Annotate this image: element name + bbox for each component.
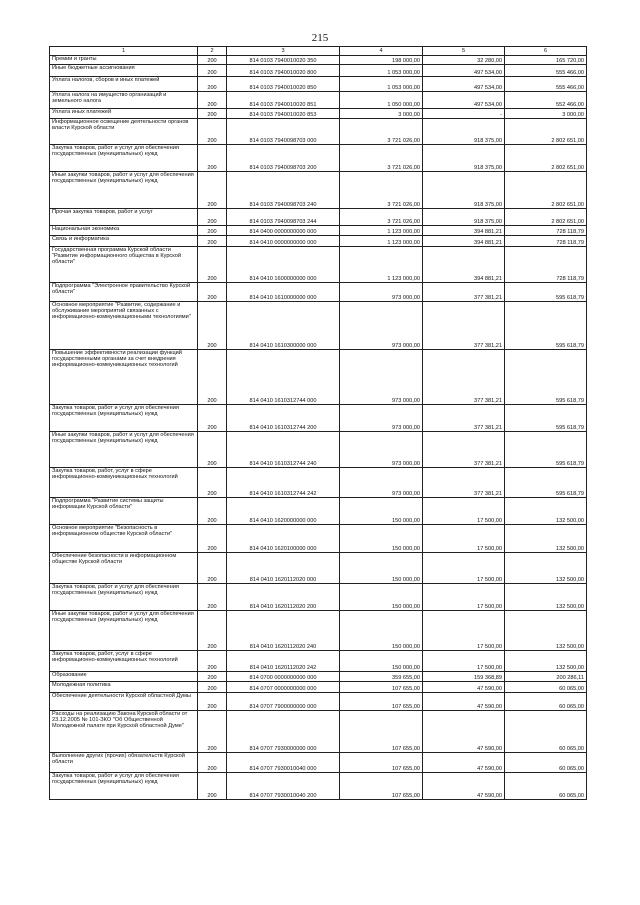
row-value-4-cell: 973 000,00 [340, 405, 423, 432]
row-code-cell: 200 [198, 753, 227, 773]
row-code-cell: 200 [198, 172, 227, 209]
row-name-cell: Уплата налогов, сборов и иных платежей [50, 77, 198, 92]
table-row [50, 283, 587, 302]
row-name-cell: Закупка товаров, работ и услуг для обеспечения государственных (муниципальных) нужд [50, 773, 198, 800]
row-value-6-cell: 200 286,11 [505, 672, 587, 682]
table-row [50, 525, 587, 553]
row-name-cell: Иные бюджетные ассигнования [50, 65, 198, 77]
row-name-cell: Закупка товаров, работ и услуг для обеспечения государственных (муниципальных) нужд [50, 584, 198, 611]
row-value-6-cell: 728 118,79 [505, 247, 587, 283]
row-classification-cell: 814 0410 1610000000 000 [227, 283, 340, 302]
table-row [50, 405, 587, 432]
row-code-cell: 200 [198, 611, 227, 651]
row-code-cell: 200 [198, 119, 227, 145]
row-value-6-cell: 132 500,00 [505, 498, 587, 525]
row-value-4-cell: 107 655,00 [340, 693, 423, 711]
row-classification-cell: 814 0707 7900000000 000 [227, 693, 340, 711]
row-value-5-cell: 918 375,00 [423, 209, 505, 226]
row-name-cell: Повышение эффективности реализации функций государственными органами за счет внедрения информационно-коммуникационных технологий [50, 350, 198, 405]
row-value-4-cell: 973 000,00 [340, 283, 423, 302]
row-value-4-cell: 150 000,00 [340, 611, 423, 651]
row-code-cell: 200 [198, 432, 227, 468]
row-code-cell: 200 [198, 711, 227, 753]
row-name-cell: Премии и гранты [50, 56, 198, 65]
table-row [50, 711, 587, 753]
row-value-5-cell: 918 375,00 [423, 145, 505, 172]
row-name-cell: Закупка товаров, работ и услуг для обеспечения государственных (муниципальных) нужд [50, 405, 198, 432]
row-value-4-cell: 1 053 000,00 [340, 65, 423, 77]
row-value-6-cell: 132 500,00 [505, 651, 587, 672]
table-row [50, 682, 587, 693]
row-value-6-cell: 60 065,00 [505, 693, 587, 711]
row-classification-cell: 814 0103 7940010020 851 [227, 92, 340, 109]
row-classification-cell: 814 0707 7930000000 000 [227, 711, 340, 753]
row-value-4-cell: 1 123 000,00 [340, 247, 423, 283]
row-value-5-cell: 17 500,00 [423, 611, 505, 651]
row-name-cell: Обеспечение безопасности в информационном обществе Курской области [50, 553, 198, 584]
row-value-4-cell: 107 655,00 [340, 711, 423, 753]
row-code-cell: 200 [198, 682, 227, 693]
row-name-cell: Закупка товаров, работ, услуг в сфере информационно-коммуникационных технологий [50, 468, 198, 498]
row-classification-cell: 814 0410 1620112020 240 [227, 611, 340, 651]
row-value-5-cell: 918 375,00 [423, 119, 505, 145]
row-classification-cell: 814 0410 1610312744 240 [227, 432, 340, 468]
table-row [50, 302, 587, 350]
row-value-5-cell: 17 500,00 [423, 553, 505, 584]
row-value-5-cell: 377 381,21 [423, 468, 505, 498]
table-row [50, 226, 587, 236]
row-classification-cell: 814 0410 1610300000 000 [227, 302, 340, 350]
row-value-5-cell: 17 500,00 [423, 525, 505, 553]
row-name-cell: Иные закупки товаров, работ и услуг для обеспечения государственных (муниципальных) нужд [50, 611, 198, 651]
row-value-4-cell: 1 050 000,00 [340, 92, 423, 109]
table-row [50, 145, 587, 172]
row-name-cell: Обеспечение деятельности Курской областной Думы [50, 693, 198, 711]
row-classification-cell: 814 0410 1610312744 242 [227, 468, 340, 498]
row-value-4-cell: 973 000,00 [340, 302, 423, 350]
row-value-4-cell: 3 721 026,00 [340, 172, 423, 209]
row-code-cell: 200 [198, 77, 227, 92]
header-cell: 1 [50, 47, 198, 56]
table-row [50, 209, 587, 226]
row-value-6-cell: 132 500,00 [505, 584, 587, 611]
row-value-5-cell: 32 280,00 [423, 56, 505, 65]
row-value-4-cell: 973 000,00 [340, 350, 423, 405]
row-code-cell: 200 [198, 236, 227, 247]
header-cell: 4 [340, 47, 423, 56]
row-value-4-cell: 198 000,00 [340, 56, 423, 65]
row-code-cell: 200 [198, 65, 227, 77]
row-code-cell: 200 [198, 350, 227, 405]
row-value-6-cell: 2 802 651,00 [505, 145, 587, 172]
row-code-cell: 200 [198, 498, 227, 525]
row-value-6-cell: 3 000,00 [505, 109, 587, 119]
row-value-6-cell: 60 065,00 [505, 682, 587, 693]
row-value-4-cell: 3 721 026,00 [340, 145, 423, 172]
row-code-cell: 200 [198, 584, 227, 611]
table-row [50, 65, 587, 77]
row-value-4-cell: 150 000,00 [340, 584, 423, 611]
row-value-6-cell: 132 500,00 [505, 611, 587, 651]
row-value-4-cell: 3 721 026,00 [340, 209, 423, 226]
row-value-5-cell: 47 590,00 [423, 682, 505, 693]
budget-table [49, 46, 587, 800]
row-classification-cell: 814 0410 1610312744 000 [227, 350, 340, 405]
row-value-5-cell: - [423, 109, 505, 119]
page-number: 215 [311, 32, 329, 44]
row-value-6-cell: 60 065,00 [505, 773, 587, 800]
row-value-5-cell: 159 368,89 [423, 672, 505, 682]
row-value-5-cell: 377 381,21 [423, 405, 505, 432]
row-name-cell: Национальная экономика [50, 226, 198, 236]
row-classification-cell: 814 0103 7940098703 244 [227, 209, 340, 226]
row-value-6-cell: 595 618,79 [505, 468, 587, 498]
table-row [50, 611, 587, 651]
row-value-5-cell: 377 381,21 [423, 283, 505, 302]
row-value-4-cell: 150 000,00 [340, 498, 423, 525]
header-cell: 2 [198, 47, 227, 56]
row-value-5-cell: 17 500,00 [423, 651, 505, 672]
header-cell: 3 [227, 47, 340, 56]
table-row [50, 693, 587, 711]
row-classification-cell: 814 0410 1600000000 000 [227, 247, 340, 283]
row-name-cell: Расходы на реализацию Закона Курской области от 23.12.2005 № 101-ЗКО "Об Общественной Молодежной палате при Курской областной Думе" [50, 711, 198, 753]
row-classification-cell: 814 0103 7940010020 853 [227, 109, 340, 119]
row-name-cell: Иные закупки товаров, работ и услуг для обеспечения государственных (муниципальных) нужд [50, 172, 198, 209]
table-row [50, 468, 587, 498]
row-value-6-cell: 728 118,79 [505, 226, 587, 236]
row-value-6-cell: 165 720,00 [505, 56, 587, 65]
row-value-4-cell: 359 655,00 [340, 672, 423, 682]
row-classification-cell: 814 0103 7940010020 350 [227, 56, 340, 65]
row-value-5-cell: 17 500,00 [423, 584, 505, 611]
row-value-5-cell: 377 381,21 [423, 350, 505, 405]
row-code-cell: 200 [198, 283, 227, 302]
row-value-5-cell: 17 500,00 [423, 498, 505, 525]
table-row [50, 77, 587, 92]
row-name-cell: Информационное освещение деятельности органов власти Курской области [50, 119, 198, 145]
row-code-cell: 200 [198, 525, 227, 553]
row-value-4-cell: 3 000,00 [340, 109, 423, 119]
row-name-cell: Выполнение других (прочих) обязательств Курской области [50, 753, 198, 773]
row-value-5-cell: 394 881,21 [423, 236, 505, 247]
row-classification-cell: 814 0410 1620100000 000 [227, 525, 340, 553]
row-value-4-cell: 107 655,00 [340, 682, 423, 693]
table-row [50, 432, 587, 468]
row-code-cell: 200 [198, 209, 227, 226]
row-value-4-cell: 973 000,00 [340, 432, 423, 468]
row-value-6-cell: 132 500,00 [505, 525, 587, 553]
row-name-cell: Уплата налога на имущество организаций и земельного налога [50, 92, 198, 109]
row-value-4-cell: 1 053 000,00 [340, 77, 423, 92]
table-row [50, 498, 587, 525]
row-classification-cell: 814 0103 7940010020 800 [227, 65, 340, 77]
row-value-4-cell: 150 000,00 [340, 525, 423, 553]
row-code-cell: 200 [198, 56, 227, 65]
row-value-6-cell: 2 802 651,00 [505, 119, 587, 145]
row-code-cell: 200 [198, 109, 227, 119]
row-value-6-cell: 728 118,79 [505, 236, 587, 247]
table-row [50, 119, 587, 145]
row-classification-cell: 814 0103 7940098703 200 [227, 145, 340, 172]
row-code-cell: 200 [198, 226, 227, 236]
row-classification-cell: 814 0410 1620000000 000 [227, 498, 340, 525]
row-value-4-cell: 1 123 000,00 [340, 236, 423, 247]
row-value-6-cell: 2 802 651,00 [505, 172, 587, 209]
row-name-cell: Прочая закупка товаров, работ и услуг [50, 209, 198, 226]
table-row [50, 773, 587, 800]
row-classification-cell: 814 0103 7940010020 850 [227, 77, 340, 92]
row-code-cell: 200 [198, 247, 227, 283]
table-row [50, 672, 587, 682]
table-row [50, 651, 587, 672]
table-row [50, 350, 587, 405]
table-row [50, 236, 587, 247]
row-value-5-cell: 394 881,21 [423, 226, 505, 236]
row-classification-cell: 814 0103 7940098703 000 [227, 119, 340, 145]
row-value-5-cell: 47 590,00 [423, 773, 505, 800]
row-classification-cell: 814 0410 1610312744 200 [227, 405, 340, 432]
row-value-6-cell: 595 618,79 [505, 432, 587, 468]
row-classification-cell: 814 0410 1620112020 200 [227, 584, 340, 611]
row-value-6-cell: 595 618,79 [505, 283, 587, 302]
row-code-cell: 200 [198, 302, 227, 350]
row-value-5-cell: 377 381,21 [423, 432, 505, 468]
row-value-5-cell: 47 590,00 [423, 711, 505, 753]
row-name-cell: Образование [50, 672, 198, 682]
row-value-4-cell: 150 000,00 [340, 553, 423, 584]
row-value-5-cell: 377 381,21 [423, 302, 505, 350]
row-code-cell: 200 [198, 405, 227, 432]
row-code-cell: 200 [198, 693, 227, 711]
table-row [50, 56, 587, 65]
table-row [50, 584, 587, 611]
row-classification-cell: 814 0103 7940098703 240 [227, 172, 340, 209]
table-row [50, 553, 587, 584]
row-value-6-cell: 552 466,00 [505, 92, 587, 109]
row-classification-cell: 814 0410 1620112020 000 [227, 553, 340, 584]
row-value-5-cell: 394 881,21 [423, 247, 505, 283]
row-value-4-cell: 107 655,00 [340, 773, 423, 800]
row-name-cell: Иные закупки товаров, работ и услуг для обеспечения государственных (муниципальных) нужд [50, 432, 198, 468]
row-value-6-cell: 2 802 651,00 [505, 209, 587, 226]
row-value-4-cell: 107 655,00 [340, 753, 423, 773]
row-code-cell: 200 [198, 773, 227, 800]
row-name-cell: Связь и информатика [50, 236, 198, 247]
row-value-5-cell: 47 590,00 [423, 693, 505, 711]
table-row [50, 92, 587, 109]
row-name-cell: Закупка товаров, работ, услуг в сфере информационно-коммуникационных технологий [50, 651, 198, 672]
row-value-4-cell: 1 123 000,00 [340, 226, 423, 236]
row-value-5-cell: 47 590,00 [423, 753, 505, 773]
row-value-4-cell: 973 000,00 [340, 468, 423, 498]
row-value-6-cell: 595 618,79 [505, 302, 587, 350]
row-code-cell: 200 [198, 553, 227, 584]
row-value-6-cell: 60 065,00 [505, 753, 587, 773]
row-name-cell: Уплата иных платежей [50, 109, 198, 119]
header-cell: 5 [423, 47, 505, 56]
table-row [50, 172, 587, 209]
row-name-cell: Основное мероприятие "Развитие, содержание и обслуживание мероприятий связанных с информационно-коммуникационными технологиями" [50, 302, 198, 350]
row-value-5-cell: 497 534,00 [423, 77, 505, 92]
row-value-6-cell: 595 618,79 [505, 405, 587, 432]
row-classification-cell: 814 0700 0000000000 000 [227, 672, 340, 682]
row-classification-cell: 814 0410 1620112020 242 [227, 651, 340, 672]
row-value-6-cell: 595 618,79 [505, 350, 587, 405]
row-value-5-cell: 497 534,00 [423, 65, 505, 77]
row-code-cell: 200 [198, 92, 227, 109]
row-name-cell: Подпрограмма "Развитие системы защиты информации Курской области" [50, 498, 198, 525]
row-code-cell: 200 [198, 651, 227, 672]
row-value-4-cell: 3 721 026,00 [340, 119, 423, 145]
row-name-cell: Закупка товаров, работ и услуг для обеспечения государственных (муниципальных) нужд [50, 145, 198, 172]
row-classification-cell: 814 0707 7930010040 000 [227, 753, 340, 773]
row-value-6-cell: 132 500,00 [505, 553, 587, 584]
row-name-cell: Молодежная политика [50, 682, 198, 693]
table-row [50, 753, 587, 773]
row-value-5-cell: 497 534,00 [423, 92, 505, 109]
row-code-cell: 200 [198, 468, 227, 498]
row-value-6-cell: 60 065,00 [505, 711, 587, 753]
row-value-6-cell: 555 466,00 [505, 77, 587, 92]
row-name-cell: Подпрограмма "Электронное правительство Курской области" [50, 283, 198, 302]
row-classification-cell: 814 0707 7930010040 200 [227, 773, 340, 800]
row-code-cell: 200 [198, 672, 227, 682]
table-row [50, 109, 587, 119]
row-value-6-cell: 555 466,00 [505, 65, 587, 77]
row-classification-cell: 814 0410 0000000000 000 [227, 236, 340, 247]
row-name-cell: Государственная программа Курской области "Развитие информационного общества в Курской области" [50, 247, 198, 283]
row-value-5-cell: 918 375,00 [423, 172, 505, 209]
row-code-cell: 200 [198, 145, 227, 172]
row-classification-cell: 814 0707 0000000000 000 [227, 682, 340, 693]
row-value-4-cell: 150 000,00 [340, 651, 423, 672]
header-cell: 6 [505, 47, 587, 56]
row-name-cell: Основное мероприятие "Безопасность в информационном обществе Курской области" [50, 525, 198, 553]
row-classification-cell: 814 0400 0000000000 000 [227, 226, 340, 236]
header-row [50, 47, 587, 56]
table-row [50, 247, 587, 283]
